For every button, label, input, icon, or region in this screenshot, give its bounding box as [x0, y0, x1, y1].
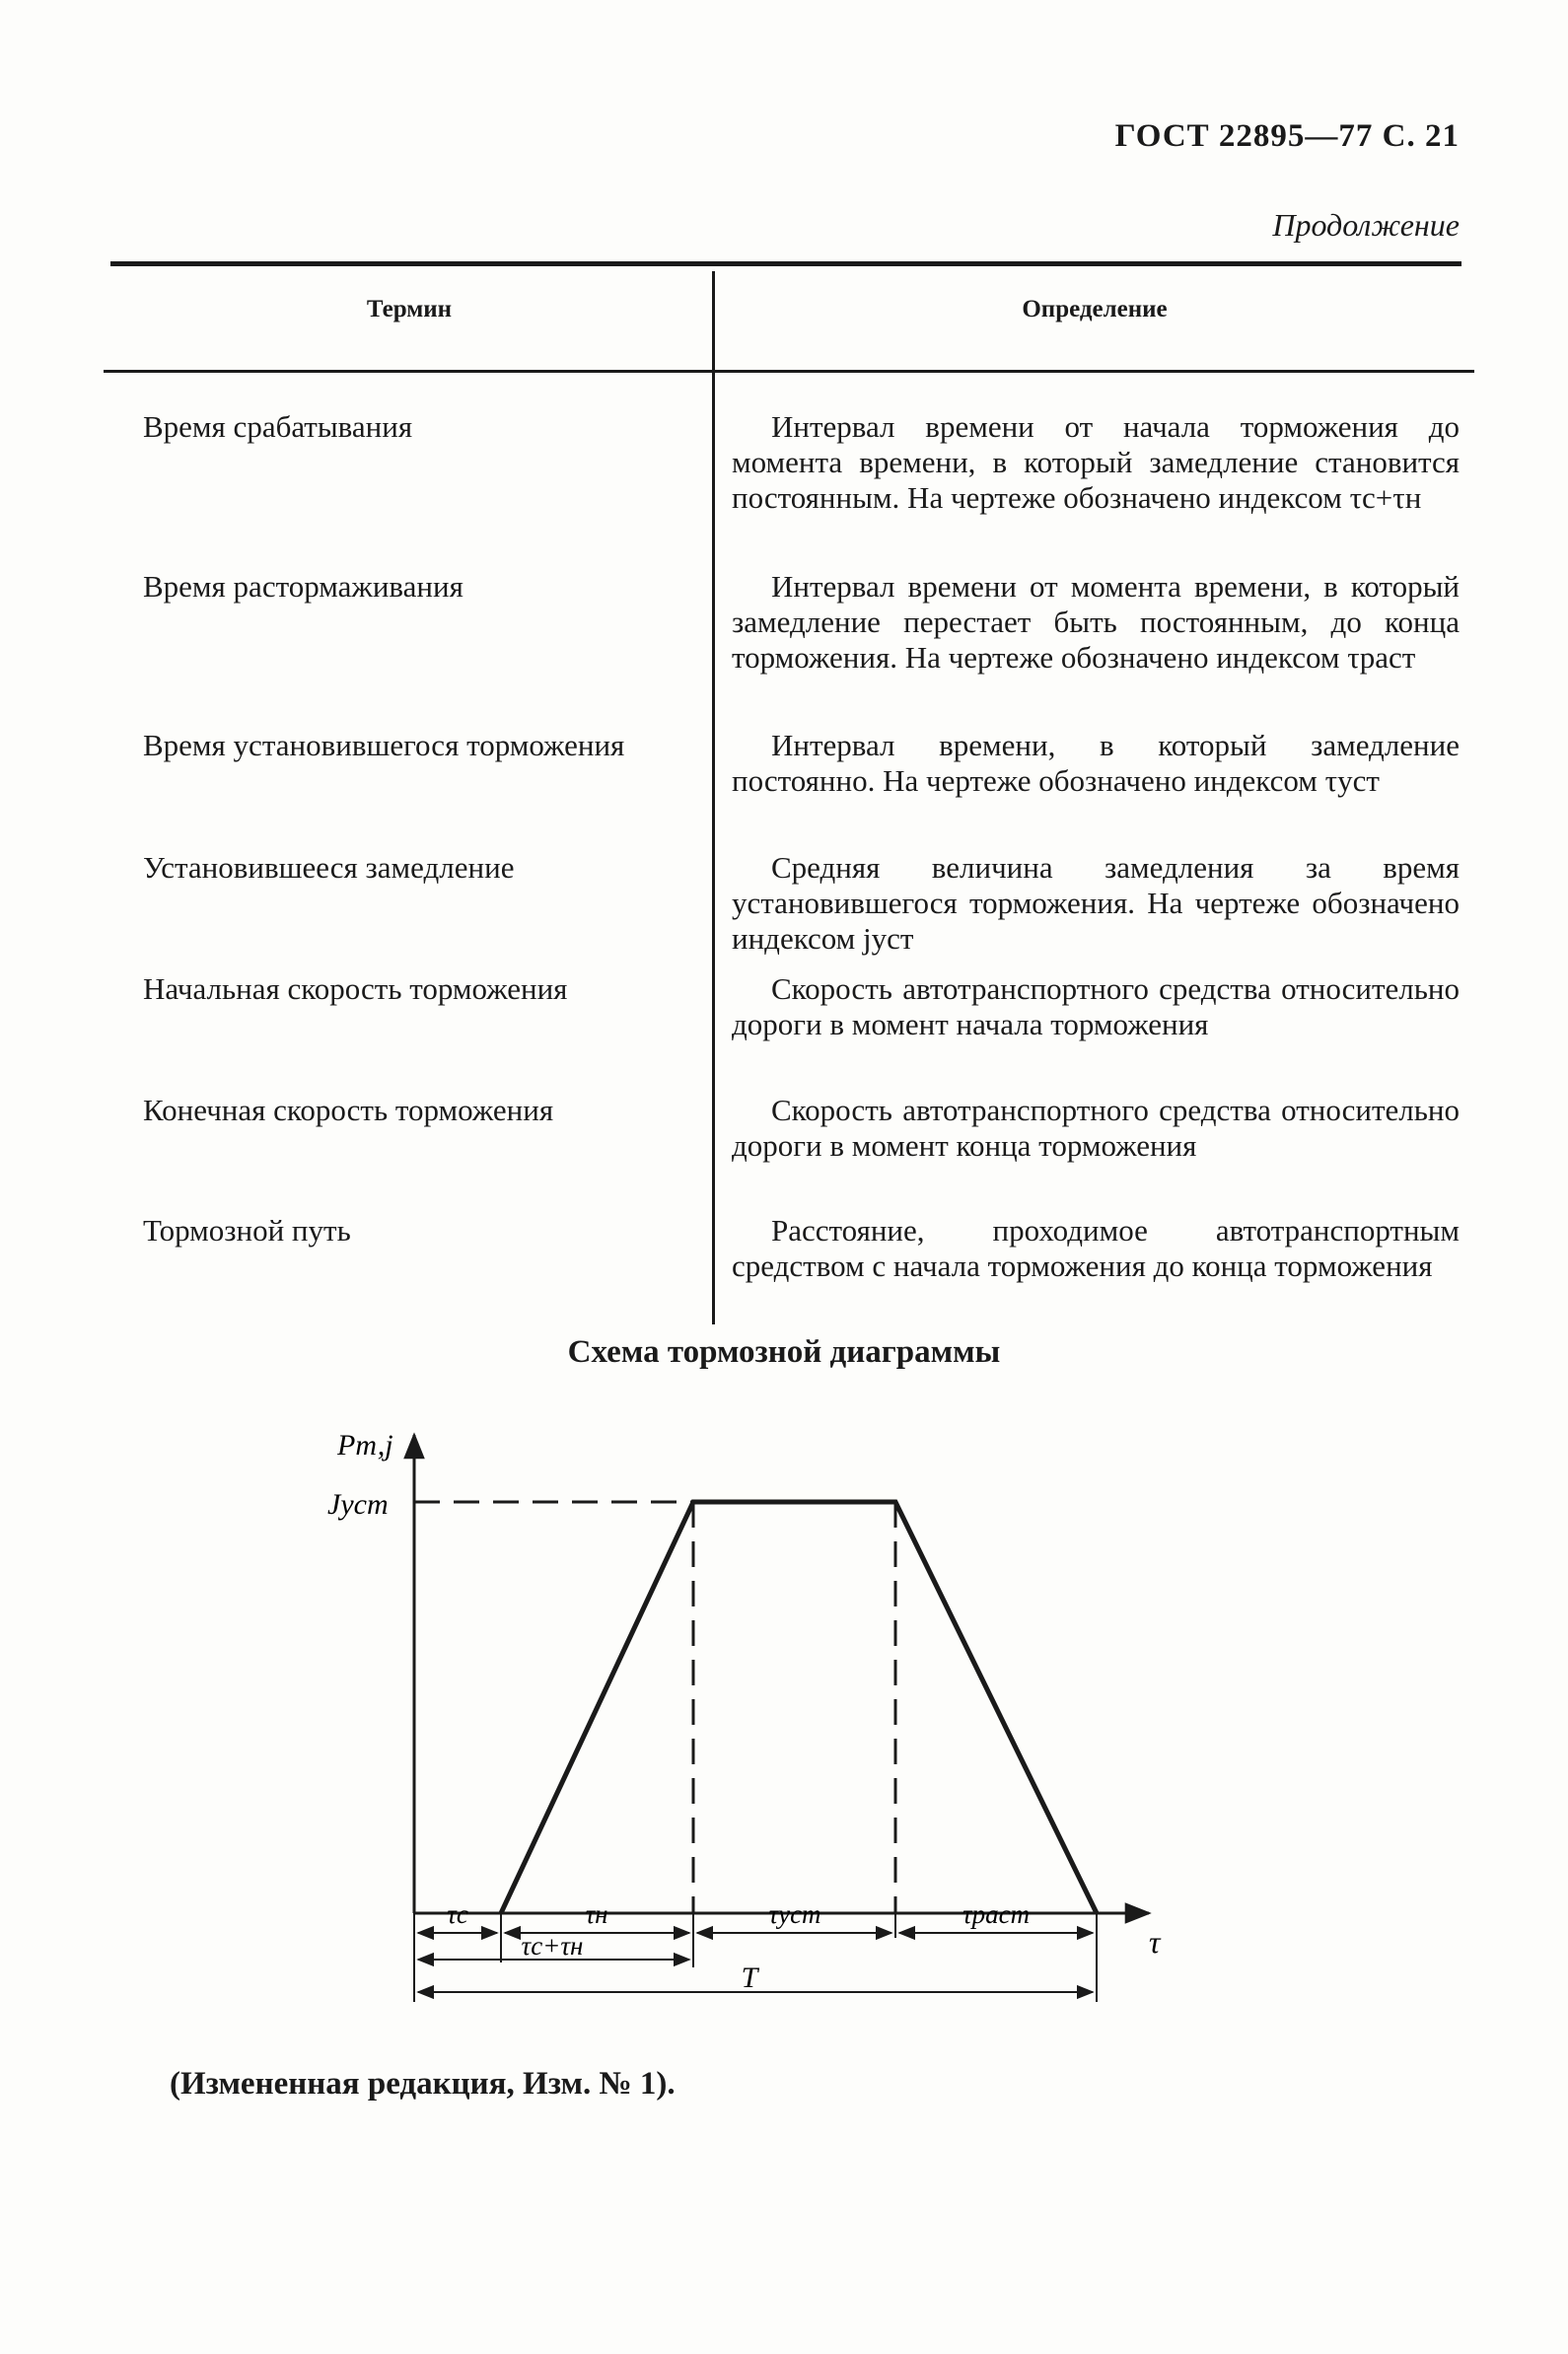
term-cell: Конечная скорость торможения [143, 1093, 554, 1127]
label-total: T [741, 1962, 758, 1994]
level-label: Jуст [327, 1488, 389, 1521]
x-axis-label: τ [1149, 1924, 1161, 1960]
definition-text: Интервал времени, в который замедление постоянно. На чертеже обозначено индексом [732, 728, 1460, 798]
definition-index: τуст [1324, 763, 1380, 798]
definition-index: jуст [863, 921, 914, 956]
document-reference: ГОСТ 22895—77 С. 21 [1114, 118, 1460, 154]
label-tc: τс [447, 1899, 468, 1929]
continuation-label: Продолжение [1272, 207, 1460, 243]
definition-cell [732, 409, 1460, 516]
term-cell: Тормозной путь [143, 1213, 351, 1248]
definition-text: Средняя величина замедления за время установившегося торможения. На чертеже обозначено индексом [732, 850, 1460, 956]
definition-cell: Скорость автотранспортного средства относительно дороги в момент конца торможения [732, 1093, 1460, 1163]
deceleration-curve [501, 1502, 1097, 1913]
definition-text: Интервал времени от начала торможения до момента времени, в который замедление становится постоянным. На чертеже обозначено индексом [732, 409, 1460, 515]
term-cell: Начальная скорость торможения [143, 971, 568, 1006]
column-divider [712, 271, 715, 1324]
definition-cell: Скорость автотранспортного средства относительно дороги в момент начала торможения [732, 971, 1460, 1041]
column-header-definition: Определение [1022, 296, 1168, 322]
definition-cell [732, 569, 1460, 676]
term-cell: Время растормаживания [143, 569, 463, 604]
definition-cell [732, 728, 1460, 799]
column-header-term: Термин [366, 296, 453, 322]
label-tc-tn: τс+τн [521, 1931, 584, 1961]
term-cell: Время установившегося торможения [143, 728, 625, 762]
term-cell: Время срабатывания [143, 409, 413, 444]
y-axis-label: Pт,j [337, 1429, 393, 1462]
definition-cell: Расстояние, проходимое автотранспортным средством с начала торможения до конца торможения [732, 1213, 1460, 1283]
table-top-rule [110, 261, 1461, 266]
term-cell: Установившееся замедление [143, 850, 515, 885]
footnote: (Измененная редакция, Изм. № 1). [170, 2066, 676, 2102]
definition-cell [732, 850, 1460, 957]
table-header-rule [104, 370, 1474, 373]
diagram-title: Схема тормозной диаграммы [567, 1334, 1001, 1370]
braking-diagram [316, 1410, 1223, 2041]
label-tust: τуст [768, 1899, 821, 1929]
definition-index: τраст [1347, 640, 1416, 675]
definition-text: Интервал времени от момента времени, в который замедление перестает быть постоянным, до конца торможения. На чертеже обозначено индексом [732, 569, 1460, 675]
label-tn: τн [585, 1899, 608, 1929]
label-trast: τраст [962, 1899, 1031, 1929]
definition-index: τс+τн [1349, 480, 1422, 515]
